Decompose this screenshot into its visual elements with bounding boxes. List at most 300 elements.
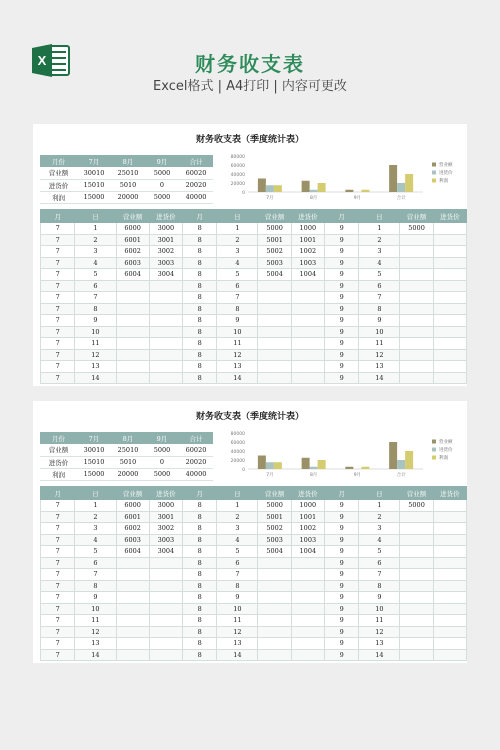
grid-cell: 7 bbox=[217, 292, 258, 304]
grid-cell: 9 bbox=[324, 626, 358, 638]
grid-cell bbox=[149, 326, 182, 338]
grid-header-cell: 日 bbox=[359, 487, 400, 500]
grid-cell: 14 bbox=[217, 649, 258, 661]
grid-cell: 8 bbox=[182, 569, 216, 581]
grid-cell bbox=[258, 315, 291, 327]
grid-cell: 9 bbox=[324, 269, 358, 281]
grid-cell bbox=[433, 372, 466, 384]
grid-cell bbox=[258, 638, 291, 650]
grid-cell: 6004 bbox=[116, 546, 149, 558]
grid-cell bbox=[116, 603, 149, 615]
summary-cell: 60020 bbox=[179, 167, 213, 179]
grid-cell bbox=[291, 626, 324, 638]
page-header bbox=[0, 0, 500, 120]
table-row bbox=[41, 603, 467, 615]
grid-cell bbox=[258, 592, 291, 604]
grid-cell: 2 bbox=[359, 234, 400, 246]
grid-cell: 7 bbox=[41, 534, 75, 546]
grid-cell: 10 bbox=[75, 326, 116, 338]
bar-营业额-合计 bbox=[389, 442, 397, 469]
grid-cell bbox=[433, 592, 466, 604]
grid-cell bbox=[116, 626, 149, 638]
summary-cell: 进货价 bbox=[40, 456, 77, 468]
grid-header-row bbox=[41, 487, 467, 500]
grid-cell: 8 bbox=[182, 626, 216, 638]
grid-header-cell: 营业额 bbox=[258, 487, 291, 500]
grid-cell bbox=[400, 280, 433, 292]
grid-cell: 1000 bbox=[291, 500, 324, 512]
grid-cell bbox=[116, 638, 149, 650]
grid-cell: 9 bbox=[324, 546, 358, 558]
summary-cell: 5000 bbox=[145, 191, 179, 203]
grid-cell: 9 bbox=[324, 349, 358, 361]
bar-利润-合计 bbox=[405, 451, 413, 469]
grid-cell bbox=[291, 280, 324, 292]
grid-cell: 3002 bbox=[149, 246, 182, 258]
summary-row bbox=[40, 191, 213, 203]
summary-cell: 40000 bbox=[179, 468, 213, 480]
grid-cell: 11 bbox=[217, 615, 258, 627]
summary-row bbox=[40, 444, 213, 456]
table-row bbox=[41, 280, 467, 292]
grid-cell bbox=[433, 500, 466, 512]
grid-cell: 8 bbox=[182, 649, 216, 661]
grid-cell: 9 bbox=[217, 592, 258, 604]
grid-cell: 11 bbox=[75, 615, 116, 627]
summary-cell: 30010 bbox=[77, 444, 111, 456]
grid-cell: 3002 bbox=[149, 523, 182, 535]
grid-cell bbox=[433, 603, 466, 615]
grid-cell: 8 bbox=[359, 303, 400, 315]
legend-swatch bbox=[432, 440, 436, 444]
grid-cell bbox=[400, 326, 433, 338]
y-tick-label: 80000 bbox=[230, 155, 245, 160]
grid-cell: 8 bbox=[182, 223, 216, 235]
grid-cell: 7 bbox=[41, 361, 75, 373]
grid-cell: 3 bbox=[75, 246, 116, 258]
grid-cell: 9 bbox=[324, 280, 358, 292]
grid-cell: 7 bbox=[41, 303, 75, 315]
grid-cell: 9 bbox=[324, 615, 358, 627]
grid-cell: 9 bbox=[324, 557, 358, 569]
grid-cell: 3000 bbox=[149, 500, 182, 512]
grid-cell: 3 bbox=[75, 523, 116, 535]
grid-cell: 5004 bbox=[258, 269, 291, 281]
grid-cell: 8 bbox=[182, 500, 216, 512]
grid-cell: 6002 bbox=[116, 523, 149, 535]
summary-cell: 20020 bbox=[179, 456, 213, 468]
grid-cell bbox=[116, 315, 149, 327]
bar-营业额-7月 bbox=[258, 178, 266, 192]
grid-cell bbox=[149, 615, 182, 627]
x-tick-label: 8月 bbox=[309, 473, 318, 478]
grid-cell bbox=[116, 303, 149, 315]
grid-cell: 2 bbox=[75, 511, 116, 523]
grid-cell: 2 bbox=[359, 511, 400, 523]
grid-cell: 7 bbox=[41, 500, 75, 512]
grid-header-cell: 进货价 bbox=[149, 487, 182, 500]
summary-header-cell: 月份 bbox=[40, 432, 77, 444]
grid-cell: 7 bbox=[359, 292, 400, 304]
grid-header-cell: 营业额 bbox=[116, 210, 149, 223]
grid-cell: 7 bbox=[41, 269, 75, 281]
grid-cell bbox=[291, 361, 324, 373]
grid-cell: 9 bbox=[324, 292, 358, 304]
grid-cell: 8 bbox=[182, 257, 216, 269]
x-tick-label: 8月 bbox=[309, 196, 318, 201]
grid-cell: 8 bbox=[75, 303, 116, 315]
table-row bbox=[41, 592, 467, 604]
grid-cell bbox=[149, 626, 182, 638]
grid-cell: 3 bbox=[217, 523, 258, 535]
grid-cell bbox=[258, 626, 291, 638]
grid-cell bbox=[433, 534, 466, 546]
grid-cell bbox=[149, 361, 182, 373]
grid-cell: 7 bbox=[41, 626, 75, 638]
grid-cell bbox=[433, 580, 466, 592]
grid-cell: 9 bbox=[324, 315, 358, 327]
grid-cell: 8 bbox=[182, 615, 216, 627]
grid-cell: 8 bbox=[182, 246, 216, 258]
grid-cell bbox=[433, 292, 466, 304]
grid-cell bbox=[400, 338, 433, 350]
grid-cell: 3001 bbox=[149, 234, 182, 246]
grid-cell: 9 bbox=[324, 511, 358, 523]
grid-cell: 7 bbox=[217, 569, 258, 581]
grid-cell: 9 bbox=[324, 303, 358, 315]
grid-cell: 1002 bbox=[291, 246, 324, 258]
y-tick-label: 0 bbox=[242, 191, 245, 196]
table-row bbox=[41, 326, 467, 338]
grid-cell: 14 bbox=[359, 649, 400, 661]
grid-cell: 10 bbox=[217, 603, 258, 615]
summary-cell: 营业额 bbox=[40, 167, 77, 179]
grid-header-cell: 营业额 bbox=[400, 487, 433, 500]
grid-cell: 7 bbox=[41, 649, 75, 661]
grid-cell: 8 bbox=[182, 592, 216, 604]
grid-cell: 12 bbox=[75, 349, 116, 361]
grid-cell: 8 bbox=[182, 292, 216, 304]
grid-cell: 1 bbox=[75, 223, 116, 235]
daily-grid bbox=[40, 209, 467, 384]
grid-cell bbox=[116, 372, 149, 384]
bar-营业额-9月 bbox=[345, 190, 353, 192]
grid-cell: 9 bbox=[75, 592, 116, 604]
grid-cell: 9 bbox=[324, 326, 358, 338]
table-row bbox=[41, 557, 467, 569]
grid-cell: 7 bbox=[41, 580, 75, 592]
summary-cell: 利润 bbox=[40, 468, 77, 480]
grid-cell bbox=[291, 303, 324, 315]
summary-cell: 25010 bbox=[111, 444, 145, 456]
grid-cell bbox=[400, 511, 433, 523]
grid-cell: 7 bbox=[41, 603, 75, 615]
summary-header-cell: 月份 bbox=[40, 155, 77, 167]
grid-cell: 14 bbox=[75, 372, 116, 384]
grid-cell: 9 bbox=[324, 592, 358, 604]
grid-cell: 13 bbox=[75, 638, 116, 650]
grid-cell bbox=[149, 292, 182, 304]
table-row bbox=[41, 546, 467, 558]
summary-cell: 5000 bbox=[145, 468, 179, 480]
grid-cell: 6 bbox=[75, 280, 116, 292]
y-tick-label: 40000 bbox=[230, 450, 245, 455]
summary-row bbox=[40, 167, 213, 179]
bar-利润-9月 bbox=[361, 467, 369, 469]
grid-cell: 8 bbox=[182, 234, 216, 246]
grid-cell: 4 bbox=[217, 534, 258, 546]
grid-cell bbox=[400, 303, 433, 315]
grid-cell bbox=[433, 338, 466, 350]
bar-利润-合计 bbox=[405, 174, 413, 192]
legend-label: 利润 bbox=[439, 179, 448, 184]
grid-cell bbox=[291, 338, 324, 350]
grid-cell bbox=[149, 569, 182, 581]
grid-cell: 7 bbox=[41, 557, 75, 569]
grid-cell bbox=[291, 569, 324, 581]
grid-cell: 10 bbox=[359, 603, 400, 615]
y-tick-label: 0 bbox=[242, 468, 245, 473]
summary-cell: 5010 bbox=[111, 179, 145, 191]
grid-cell: 11 bbox=[217, 338, 258, 350]
grid-cell: 1002 bbox=[291, 523, 324, 535]
page-title: 财务收支表 bbox=[195, 52, 305, 76]
grid-cell: 8 bbox=[182, 580, 216, 592]
grid-cell: 8 bbox=[182, 361, 216, 373]
summary-header-cell: 7月 bbox=[77, 155, 111, 167]
grid-cell: 3 bbox=[217, 246, 258, 258]
summary-cell: 20000 bbox=[111, 191, 145, 203]
grid-cell bbox=[291, 557, 324, 569]
legend-swatch bbox=[432, 179, 436, 183]
y-tick-label: 20000 bbox=[230, 182, 245, 187]
grid-cell: 13 bbox=[359, 361, 400, 373]
y-tick-label: 40000 bbox=[230, 173, 245, 178]
bar-进货价-7月 bbox=[266, 185, 274, 192]
legend-label: 利润 bbox=[439, 456, 448, 461]
grid-header-cell: 日 bbox=[75, 487, 116, 500]
grid-cell bbox=[149, 315, 182, 327]
bar-进货价-7月 bbox=[266, 462, 274, 469]
grid-cell: 7 bbox=[41, 315, 75, 327]
grid-cell: 8 bbox=[182, 349, 216, 361]
grid-cell: 8 bbox=[182, 638, 216, 650]
legend-swatch bbox=[432, 456, 436, 460]
grid-cell bbox=[400, 349, 433, 361]
table-row bbox=[41, 534, 467, 546]
grid-cell: 6003 bbox=[116, 257, 149, 269]
grid-cell: 13 bbox=[75, 361, 116, 373]
grid-cell: 3 bbox=[359, 523, 400, 535]
grid-cell bbox=[400, 372, 433, 384]
grid-cell: 5 bbox=[217, 546, 258, 558]
grid-cell bbox=[258, 361, 291, 373]
summary-cell: 5000 bbox=[145, 444, 179, 456]
table-row bbox=[41, 361, 467, 373]
grid-cell: 7 bbox=[41, 349, 75, 361]
table-row bbox=[41, 234, 467, 246]
grid-cell bbox=[258, 372, 291, 384]
grid-header-row bbox=[41, 210, 467, 223]
grid-cell: 12 bbox=[359, 626, 400, 638]
grid-header-cell: 日 bbox=[359, 210, 400, 223]
table-row bbox=[41, 615, 467, 627]
summary-header-cell: 合计 bbox=[179, 155, 213, 167]
legend-swatch bbox=[432, 163, 436, 167]
summary-cell: 15010 bbox=[77, 179, 111, 191]
grid-cell bbox=[400, 638, 433, 650]
grid-cell: 6 bbox=[359, 557, 400, 569]
grid-cell: 1003 bbox=[291, 257, 324, 269]
grid-cell: 7 bbox=[41, 372, 75, 384]
summary-cell: 40000 bbox=[179, 191, 213, 203]
grid-cell: 12 bbox=[75, 626, 116, 638]
grid-header-cell: 月 bbox=[182, 487, 216, 500]
grid-cell: 8 bbox=[182, 269, 216, 281]
grid-cell: 8 bbox=[182, 338, 216, 350]
table-row bbox=[41, 338, 467, 350]
grid-cell bbox=[400, 246, 433, 258]
grid-cell bbox=[400, 546, 433, 558]
grid-cell: 5002 bbox=[258, 523, 291, 535]
grid-cell bbox=[149, 592, 182, 604]
table-row bbox=[41, 580, 467, 592]
x-tick-label: 合计 bbox=[396, 196, 406, 201]
grid-cell: 6001 bbox=[116, 511, 149, 523]
table-row bbox=[41, 500, 467, 512]
grid-cell: 7 bbox=[75, 569, 116, 581]
summary-cell: 30010 bbox=[77, 167, 111, 179]
grid-cell bbox=[149, 338, 182, 350]
grid-cell: 6002 bbox=[116, 246, 149, 258]
grid-cell bbox=[433, 349, 466, 361]
grid-cell bbox=[400, 557, 433, 569]
svg-text:X: X bbox=[37, 53, 47, 68]
grid-cell: 6000 bbox=[116, 500, 149, 512]
grid-cell bbox=[433, 303, 466, 315]
summary-header-cell: 9月 bbox=[145, 432, 179, 444]
grid-cell: 14 bbox=[359, 372, 400, 384]
grid-cell: 8 bbox=[217, 580, 258, 592]
summary-chart bbox=[223, 429, 461, 481]
bar-利润-7月 bbox=[274, 462, 282, 469]
grid-cell bbox=[433, 280, 466, 292]
table-row bbox=[41, 569, 467, 581]
x-tick-label: 7月 bbox=[266, 473, 274, 478]
summary-header-cell: 合计 bbox=[179, 432, 213, 444]
grid-cell: 9 bbox=[324, 534, 358, 546]
grid-cell: 8 bbox=[75, 580, 116, 592]
grid-cell bbox=[400, 569, 433, 581]
grid-cell: 4 bbox=[359, 534, 400, 546]
grid-cell: 5001 bbox=[258, 234, 291, 246]
grid-cell: 14 bbox=[217, 372, 258, 384]
summary-header-cell: 8月 bbox=[111, 432, 145, 444]
grid-header-cell: 进货价 bbox=[433, 210, 466, 223]
grid-cell: 4 bbox=[359, 257, 400, 269]
legend-label: 进货价 bbox=[439, 448, 453, 453]
grid-cell bbox=[116, 649, 149, 661]
grid-cell bbox=[400, 592, 433, 604]
grid-cell bbox=[400, 361, 433, 373]
grid-cell bbox=[433, 615, 466, 627]
grid-cell: 9 bbox=[75, 315, 116, 327]
grid-cell: 7 bbox=[41, 523, 75, 535]
grid-cell: 8 bbox=[182, 603, 216, 615]
legend-label: 营业额 bbox=[439, 440, 453, 445]
grid-cell bbox=[116, 580, 149, 592]
grid-header-cell: 月 bbox=[41, 210, 75, 223]
grid-header-cell: 进货价 bbox=[149, 210, 182, 223]
grid-cell bbox=[433, 315, 466, 327]
grid-cell: 8 bbox=[182, 303, 216, 315]
grid-cell bbox=[433, 223, 466, 235]
grid-cell: 1 bbox=[217, 500, 258, 512]
grid-cell bbox=[433, 361, 466, 373]
grid-cell: 10 bbox=[75, 603, 116, 615]
grid-cell: 5004 bbox=[258, 546, 291, 558]
grid-cell bbox=[291, 615, 324, 627]
grid-cell bbox=[291, 326, 324, 338]
grid-cell: 7 bbox=[41, 326, 75, 338]
y-tick-label: 80000 bbox=[230, 432, 245, 437]
grid-header-cell: 进货价 bbox=[291, 487, 324, 500]
grid-cell: 1003 bbox=[291, 534, 324, 546]
grid-cell: 1004 bbox=[291, 269, 324, 281]
summary-cell: 60020 bbox=[179, 444, 213, 456]
summary-row bbox=[40, 179, 213, 191]
grid-cell bbox=[149, 580, 182, 592]
summary-table bbox=[40, 155, 213, 204]
grid-header-cell: 月 bbox=[182, 210, 216, 223]
sheet-title: 财务收支表（季度统计表） bbox=[195, 412, 304, 422]
grid-cell: 8 bbox=[182, 523, 216, 535]
grid-cell: 5002 bbox=[258, 246, 291, 258]
summary-header-cell: 7月 bbox=[77, 432, 111, 444]
grid-cell bbox=[116, 615, 149, 627]
grid-cell: 9 bbox=[324, 580, 358, 592]
bar-进货价-8月 bbox=[310, 467, 318, 469]
grid-cell bbox=[258, 649, 291, 661]
grid-cell: 11 bbox=[359, 615, 400, 627]
grid-cell bbox=[116, 280, 149, 292]
grid-cell: 9 bbox=[324, 649, 358, 661]
bar-营业额-9月 bbox=[345, 467, 353, 469]
grid-cell bbox=[116, 326, 149, 338]
bar-利润-8月 bbox=[318, 460, 326, 469]
grid-cell: 5 bbox=[217, 269, 258, 281]
legend-label: 营业额 bbox=[439, 163, 453, 168]
grid-cell bbox=[116, 349, 149, 361]
grid-cell bbox=[400, 626, 433, 638]
grid-cell: 8 bbox=[182, 546, 216, 558]
grid-cell: 9 bbox=[217, 315, 258, 327]
grid-cell bbox=[400, 615, 433, 627]
grid-cell: 4 bbox=[217, 257, 258, 269]
grid-cell: 7 bbox=[41, 234, 75, 246]
grid-header-cell: 进货价 bbox=[291, 210, 324, 223]
grid-cell bbox=[291, 603, 324, 615]
table-row bbox=[41, 269, 467, 281]
grid-cell: 9 bbox=[324, 372, 358, 384]
grid-cell: 7 bbox=[41, 546, 75, 558]
grid-header-cell: 营业额 bbox=[258, 210, 291, 223]
grid-cell bbox=[258, 349, 291, 361]
grid-cell: 6 bbox=[359, 280, 400, 292]
grid-cell: 12 bbox=[217, 626, 258, 638]
grid-cell: 7 bbox=[41, 592, 75, 604]
grid-cell: 6 bbox=[217, 280, 258, 292]
